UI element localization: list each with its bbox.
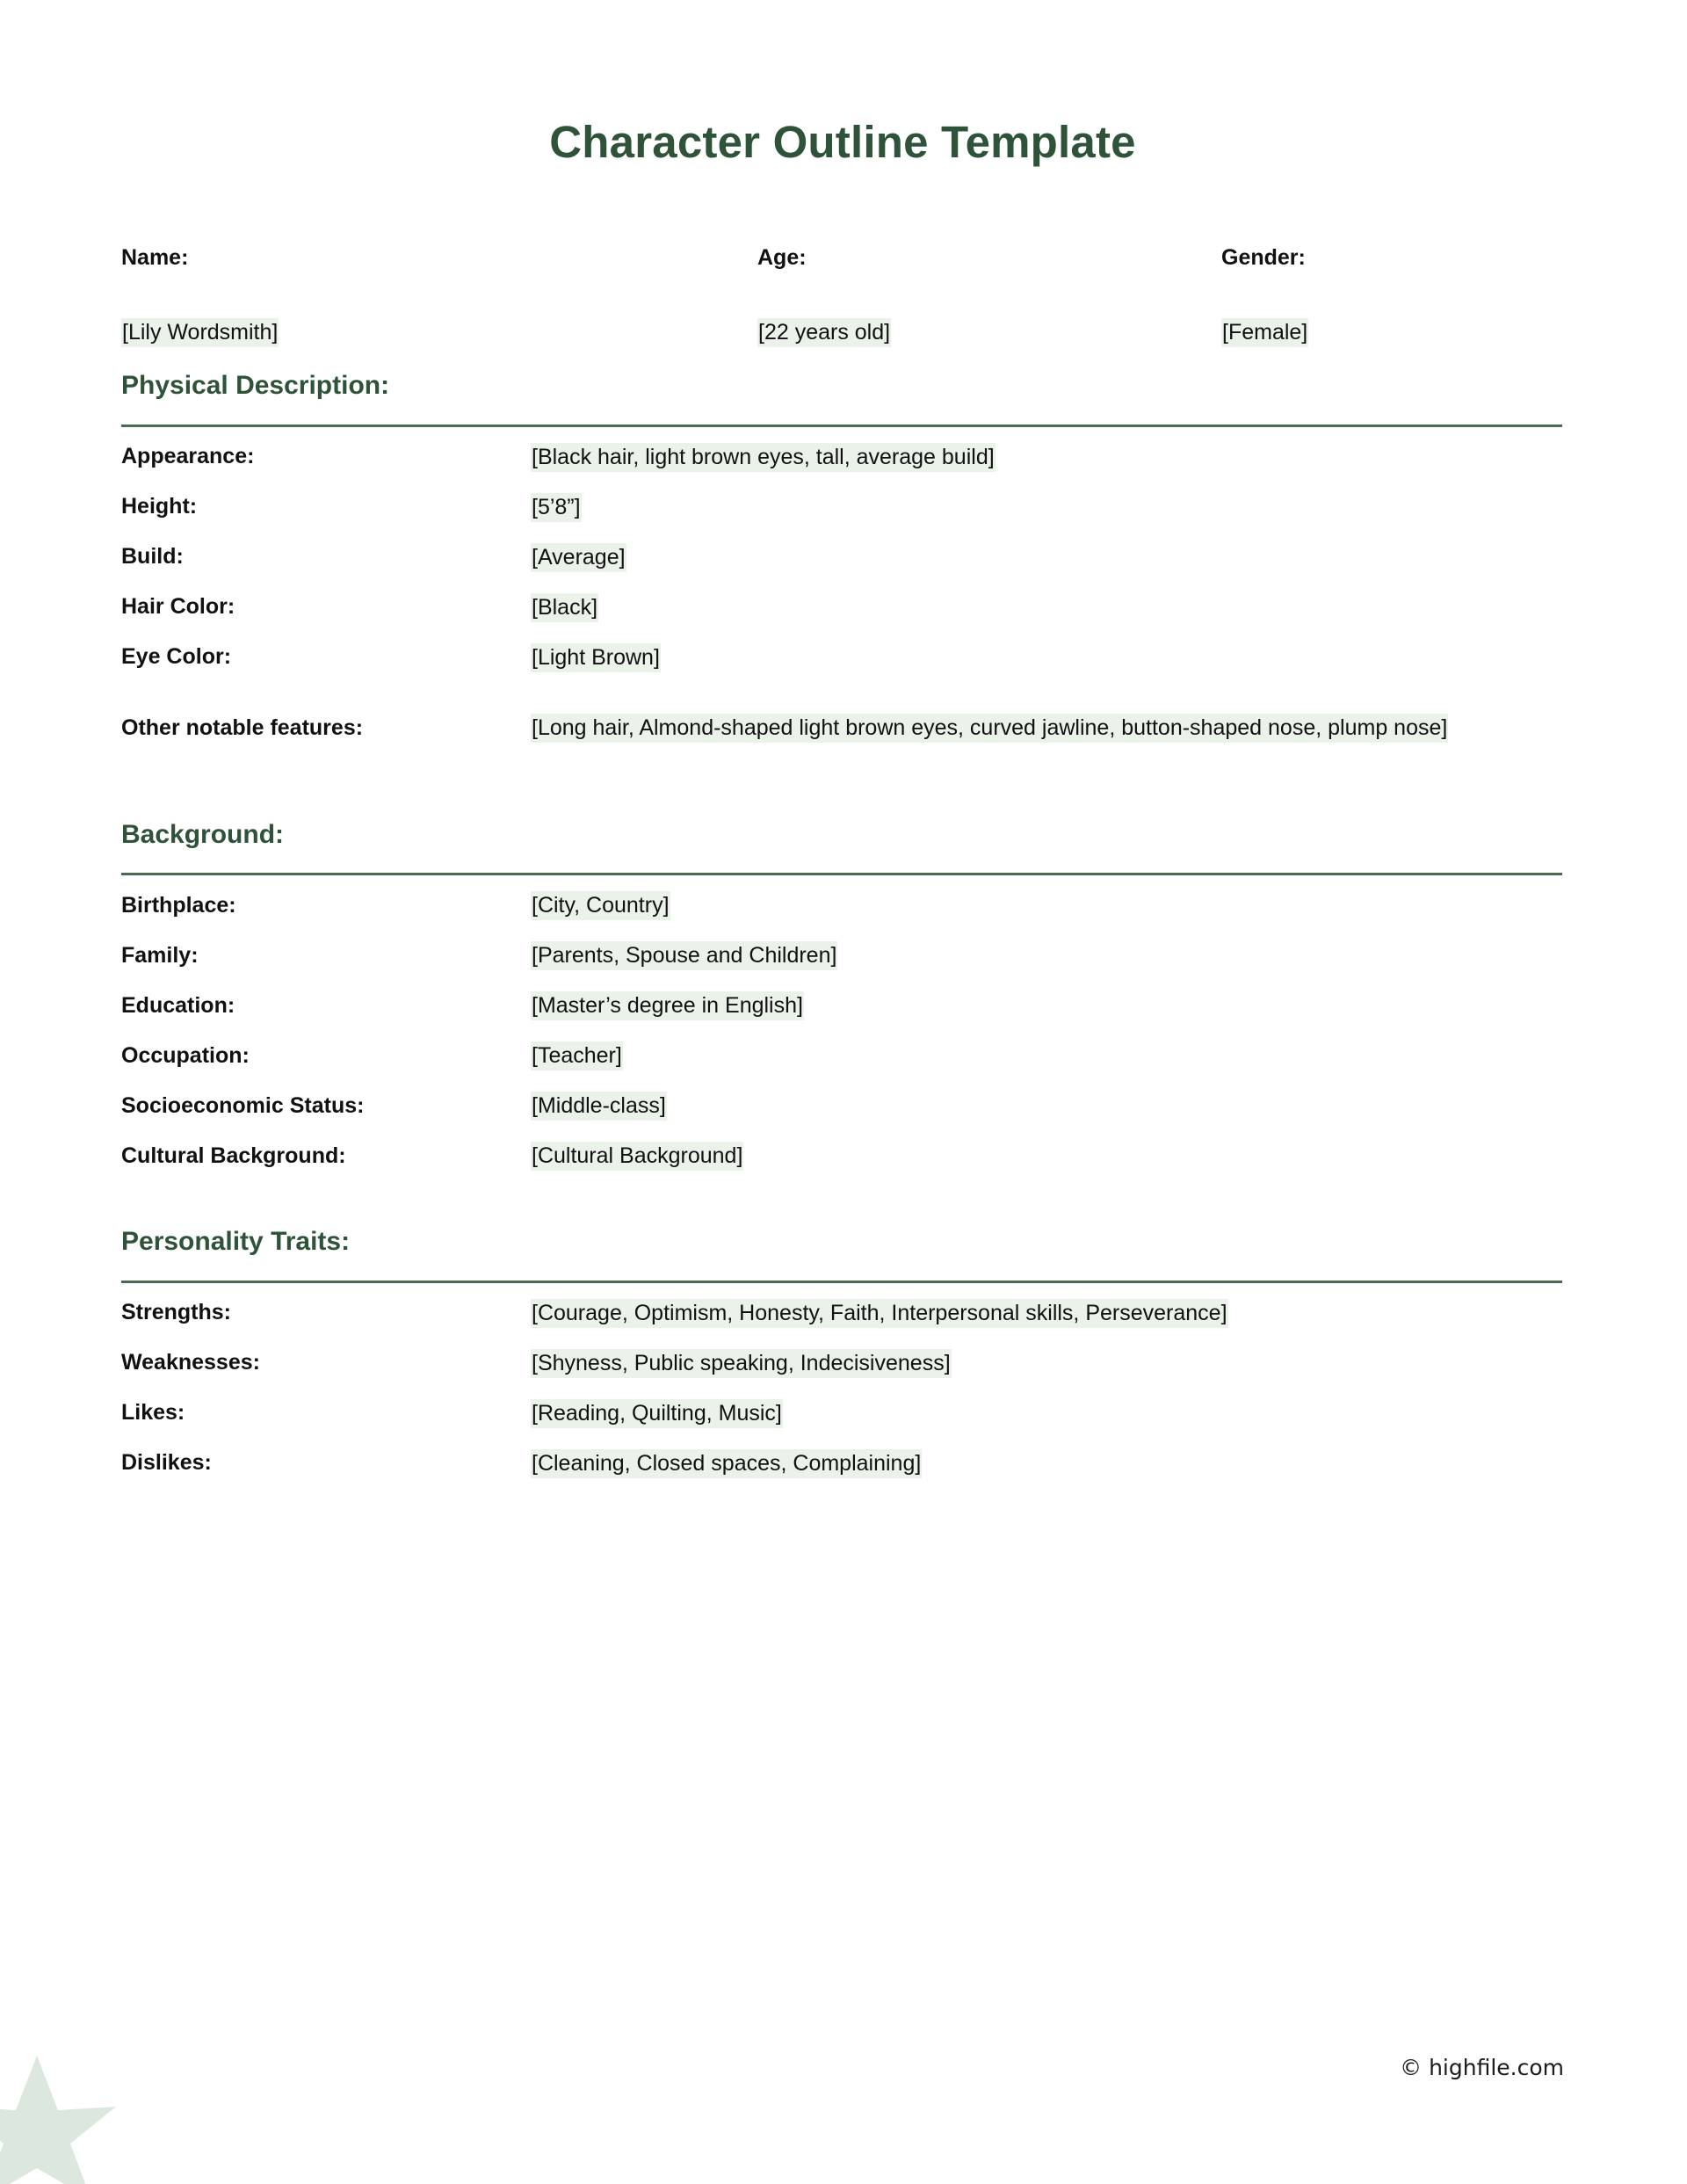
- table-row: [121, 1288, 1564, 1339]
- field-label: Birthplace:: [121, 892, 236, 918]
- table-row: [121, 881, 1564, 931]
- identity-label-name: Name:: [121, 245, 189, 271]
- field-value-text: [Black hair, light brown eyes, tall, average build]: [531, 443, 996, 472]
- section-rows: [121, 1288, 1564, 1489]
- table-row: [121, 1439, 1564, 1489]
- field-value[interactable]: [531, 939, 1564, 973]
- field-value[interactable]: [531, 1447, 1564, 1481]
- identity-value-age-text: [22 years old]: [757, 318, 891, 347]
- table-row: [121, 432, 1564, 483]
- identity-label-age: Age:: [757, 245, 807, 271]
- field-value-text: [5’8”]: [531, 493, 582, 522]
- page-title: Character Outline Template: [549, 117, 1136, 167]
- field-label: Hair Color:: [121, 594, 235, 620]
- corner-star-decoration: [0, 2049, 125, 2184]
- table-row: [121, 981, 1564, 1031]
- section-divider: [121, 424, 1562, 427]
- table-row: [121, 683, 1564, 774]
- field-label: Eye Color:: [121, 644, 232, 670]
- section-heading: Personality Traits:: [121, 1227, 351, 1257]
- field-value-text: [Master’s degree in English]: [531, 991, 804, 1020]
- field-value[interactable]: [531, 490, 1564, 525]
- identity-field-age: [757, 244, 891, 346]
- field-label: Cultural Background:: [121, 1143, 346, 1168]
- field-label: Other notable features:: [121, 715, 364, 740]
- identity-value-name[interactable]: [121, 319, 279, 346]
- table-row: [121, 1389, 1564, 1439]
- identity-label-gender: Gender:: [1221, 245, 1306, 271]
- identity-value-gender[interactable]: [1221, 319, 1308, 346]
- table-row: [121, 533, 1564, 583]
- field-label: Socioeconomic Status:: [121, 1092, 365, 1118]
- table-row: [121, 633, 1564, 683]
- field-label: Height:: [121, 494, 198, 519]
- field-value-text: [City, Country]: [531, 891, 670, 920]
- section-background: [121, 808, 1564, 1182]
- section-heading: Background:: [121, 819, 285, 849]
- field-value[interactable]: [531, 541, 1564, 575]
- field-value[interactable]: [531, 711, 1475, 745]
- identity-field-name: [121, 244, 279, 346]
- section-divider: [121, 1281, 1562, 1283]
- identity-value-gender-text: [Female]: [1221, 318, 1308, 347]
- section-physical-description: [121, 359, 1564, 774]
- field-value-text: [Cultural Background]: [531, 1142, 743, 1171]
- field-value[interactable]: [531, 1139, 1564, 1173]
- table-row: [121, 583, 1564, 633]
- section-rows: [121, 432, 1564, 774]
- field-value-text: [Shyness, Public speaking, Indecisiveness]: [531, 1349, 952, 1378]
- identity-field-gender: [1221, 244, 1308, 346]
- field-value[interactable]: [531, 1039, 1564, 1073]
- table-row: [121, 483, 1564, 533]
- section-rows: [121, 881, 1564, 1181]
- identity-value-name-text: [Lily Wordsmith]: [121, 318, 279, 347]
- section-personality-traits: [121, 1215, 1564, 1489]
- field-label: Education:: [121, 992, 235, 1018]
- table-row: [121, 1081, 1564, 1131]
- field-value-text: [Courage, Optimism, Honesty, Faith, Interpersonal skills, Perseverance]: [531, 1299, 1228, 1328]
- field-value-text: [Reading, Quilting, Music]: [531, 1399, 783, 1428]
- field-value[interactable]: [531, 1397, 1564, 1431]
- field-label: Occupation:: [121, 1042, 250, 1068]
- field-label: Dislikes:: [121, 1450, 212, 1476]
- field-value[interactable]: [531, 641, 1564, 675]
- field-label: Likes:: [121, 1400, 185, 1426]
- field-label: Build:: [121, 544, 184, 570]
- section-heading: Physical Description:: [121, 371, 390, 401]
- field-value[interactable]: [531, 1296, 1564, 1331]
- table-row: [121, 1031, 1564, 1081]
- field-value-text: [Black]: [531, 593, 598, 622]
- identity-block: [121, 244, 1564, 359]
- footer-copyright: © highfile.com: [1400, 2055, 1564, 2080]
- table-row: [121, 931, 1564, 981]
- field-value-text: [Long hair, Almond-shaped light brown eyes, curved jawline, button-shaped nose, plump nose]: [531, 714, 1448, 743]
- field-value[interactable]: [531, 1346, 1564, 1381]
- field-label: Appearance:: [121, 444, 255, 469]
- field-value[interactable]: [531, 889, 1564, 923]
- field-value-text: [Middle-class]: [531, 1092, 667, 1121]
- field-value[interactable]: [531, 440, 1564, 475]
- field-label: Strengths:: [121, 1300, 231, 1325]
- field-label: Weaknesses:: [121, 1350, 260, 1375]
- field-value[interactable]: [531, 1089, 1564, 1123]
- field-value[interactable]: [531, 591, 1564, 625]
- field-value-text: [Average]: [531, 543, 626, 572]
- section-divider: [121, 873, 1562, 875]
- table-row: [121, 1339, 1564, 1389]
- field-value-text: [Teacher]: [531, 1041, 623, 1070]
- table-row: [121, 1131, 1564, 1181]
- field-value-text: [Parents, Spouse and Children]: [531, 941, 837, 970]
- field-value-text: [Light Brown]: [531, 643, 661, 672]
- field-value-text: [Cleaning, Closed spaces, Complaining]: [531, 1449, 922, 1478]
- document-content: [121, 0, 1564, 1489]
- field-label: Family:: [121, 942, 199, 968]
- identity-value-age[interactable]: [757, 319, 891, 346]
- field-value[interactable]: [531, 989, 1564, 1023]
